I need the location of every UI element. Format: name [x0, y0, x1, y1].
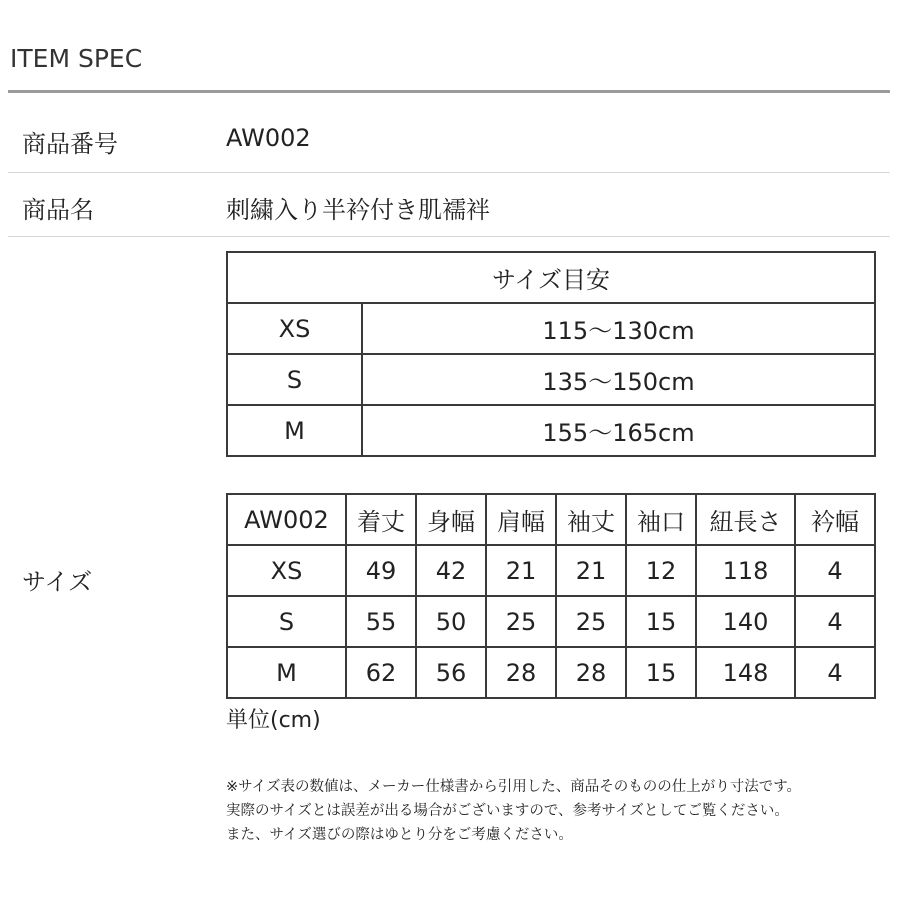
- row-divider: [8, 172, 890, 173]
- table-cell: S: [227, 596, 346, 647]
- table-cell: 4: [795, 647, 875, 698]
- table-row: [227, 354, 875, 405]
- item-number-label: 商品番号: [22, 130, 118, 158]
- header-cell: 紐長さ: [696, 494, 795, 545]
- table-row: [227, 647, 875, 698]
- size-guide-size: M: [227, 405, 362, 456]
- spec-title: ITEM SPEC: [10, 44, 143, 73]
- table-cell: 56: [416, 647, 486, 698]
- table-cell: 118: [696, 545, 795, 596]
- table-cell: 28: [486, 647, 556, 698]
- header-cell-model: AW002: [227, 494, 346, 545]
- size-guide-table: [226, 251, 876, 457]
- table-cell: 15: [626, 647, 696, 698]
- size-notes: [226, 775, 801, 847]
- size-measurement-table: [226, 493, 876, 699]
- header-cell: 肩幅: [486, 494, 556, 545]
- size-table-header-row: [227, 494, 875, 545]
- table-row: [227, 545, 875, 596]
- table-cell: 21: [486, 545, 556, 596]
- table-cell: 28: [556, 647, 626, 698]
- header-cell: 身幅: [416, 494, 486, 545]
- size-guide-range: 155〜165cm: [362, 405, 875, 456]
- table-row: [227, 596, 875, 647]
- table-cell: M: [227, 647, 346, 698]
- table-cell: 55: [346, 596, 416, 647]
- title-divider: [8, 90, 890, 93]
- header-cell: 着丈: [346, 494, 416, 545]
- table-cell: 49: [346, 545, 416, 596]
- header-cell: 袖口: [626, 494, 696, 545]
- table-cell: 15: [626, 596, 696, 647]
- size-guide-range: 135〜150cm: [362, 354, 875, 405]
- table-row: [227, 405, 875, 456]
- table-cell: 4: [795, 596, 875, 647]
- header-cell: 袖丈: [556, 494, 626, 545]
- size-label: サイズ: [22, 568, 93, 596]
- size-guide-range: 115〜130cm: [362, 303, 875, 354]
- header-cell: 衿幅: [795, 494, 875, 545]
- size-guide-header: サイズ目安: [227, 252, 875, 303]
- table-cell: 140: [696, 596, 795, 647]
- note-line: ※サイズ表の数値は、メーカー仕様書から引用した、商品そのものの仕上がり寸法です。: [226, 779, 802, 795]
- row-divider: [8, 236, 890, 237]
- size-guide-size: S: [227, 354, 362, 405]
- item-name-label: 商品名: [22, 196, 94, 224]
- table-cell: 25: [556, 596, 626, 647]
- size-guide-size: XS: [227, 303, 362, 354]
- table-cell: 42: [416, 545, 486, 596]
- item-name-value: 刺繍入り半衿付き肌襦袢: [226, 196, 490, 224]
- note-line: 実際のサイズとは誤差が出る場合がございますので、参考サイズとしてご覧ください。: [226, 803, 789, 819]
- table-cell: 21: [556, 545, 626, 596]
- unit-note: 単位(cm): [226, 708, 321, 733]
- table-cell: XS: [227, 545, 346, 596]
- table-cell: 148: [696, 647, 795, 698]
- table-cell: 50: [416, 596, 486, 647]
- table-row: [227, 303, 875, 354]
- table-cell: 4: [795, 545, 875, 596]
- size-guide-header-row: [227, 252, 875, 303]
- table-cell: 25: [486, 596, 556, 647]
- note-line: また、サイズ選びの際はゆとり分をご考慮ください。: [226, 827, 573, 843]
- item-number-value: AW002: [226, 124, 311, 152]
- table-cell: 12: [626, 545, 696, 596]
- table-cell: 62: [346, 647, 416, 698]
